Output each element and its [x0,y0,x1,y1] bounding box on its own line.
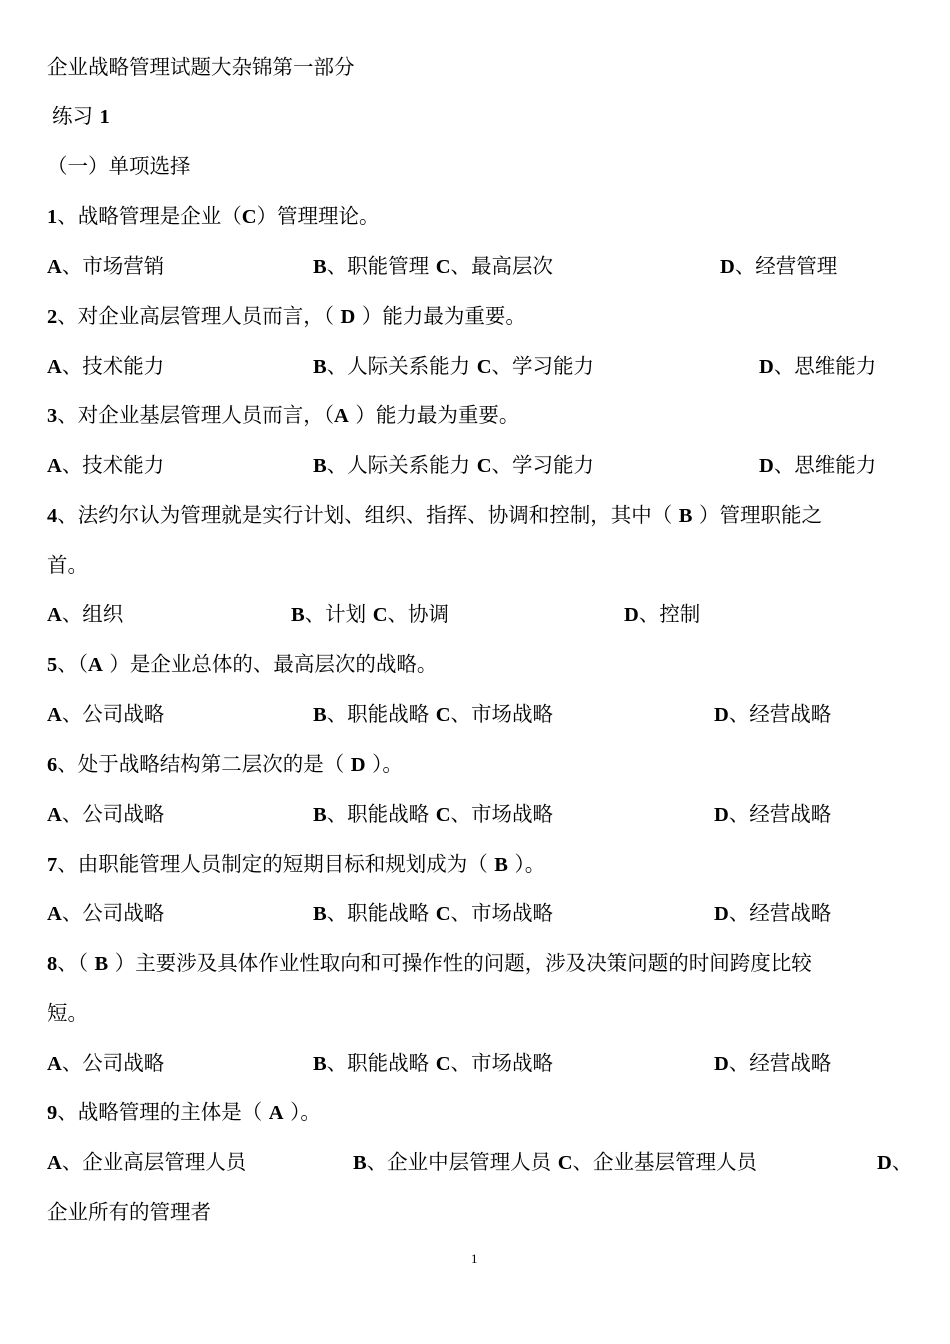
question-3-option-a: A、技术能力 [47,453,165,477]
question-6-option-bc: B、职能战略 C、市场战略 [313,802,554,826]
question-6-option-a: A、公司战略 [47,802,165,826]
answer-1: C [241,206,257,228]
question-4-option-d: D、控制 [624,602,701,626]
question-4-stem-cont: 首。 [47,553,88,577]
question-2-option-bc: B、人际关系能力 C、学习能力 [313,354,595,378]
question-4-option-bc: B、计划 C、协调 [291,602,450,626]
answer-4: B [678,505,693,527]
question-2-option-d: D、思维能力 [759,354,877,378]
question-3-stem: 3、对企业基层管理人员而言，（A ）能力最为重要。 [47,403,520,427]
answer-9: A [268,1102,284,1124]
exercise-heading: 练习 1 [52,104,110,128]
question-9-option-d: D、 [877,1150,913,1174]
question-7-option-bc: B、职能战略 C、市场战略 [313,901,554,925]
section-heading: （一）单项选择 [47,154,191,178]
question-8-stem: 8、（ B ）主要涉及具体作业性取向和可操作性的问题，涉及决策问题的时间跨度比较 [47,951,812,975]
question-8-option-bc: B、职能战略 C、市场战略 [313,1051,554,1075]
question-7-stem: 7、由职能管理人员制定的短期目标和规划成为（ B ）。 [47,852,546,876]
question-6-stem: 6、处于战略结构第二层次的是（ D ）。 [47,752,403,776]
answer-8: B [94,953,109,975]
question-1-option-a: A、市场营销 [47,254,165,278]
question-8-option-a: A、公司战略 [47,1051,165,1075]
question-9-option-d-cont: 企业所有的管理者 [47,1200,211,1224]
question-8-option-d: D、经营战略 [714,1051,832,1075]
question-1-option-bc: B、职能管理 C、最高层次 [313,254,554,278]
question-7-option-a: A、公司战略 [47,901,165,925]
page-number: 1 [471,1251,478,1266]
question-1-stem: 1、战略管理是企业（C）管理理论。 [47,204,380,228]
question-5-stem: 5、（A ）是企业总体的、最高层次的战略。 [47,652,438,676]
answer-7: B [494,854,508,876]
question-1-option-d: D、经营管理 [720,254,838,278]
question-5-option-a: A、公司战略 [47,702,165,726]
answer-6: D [350,754,366,776]
question-8-stem-cont: 短。 [47,1001,88,1025]
question-2-option-a: A、技术能力 [47,354,165,378]
answer-3: A [334,405,349,427]
question-2-stem: 2、对企业高层管理人员而言，（ D ）能力最为重要。 [47,304,526,328]
question-3-option-d: D、思维能力 [759,453,877,477]
answer-5: A [88,654,103,676]
question-9-option-a: A、企业高层管理人员 [47,1150,247,1174]
question-3-option-bc: B、人际关系能力 C、学习能力 [313,453,595,477]
question-7-option-d: D、经营战略 [714,901,832,925]
question-9-stem: 9、战略管理的主体是（ A ）。 [47,1100,321,1124]
question-6-option-d: D、经营战略 [714,802,832,826]
question-5-option-d: D、经营战略 [714,702,832,726]
question-4-option-a: A、组织 [47,602,124,626]
document-title: 企业战略管理试题大杂锦第一部分 [47,55,355,79]
question-5-option-bc: B、职能战略 C、市场战略 [313,702,554,726]
question-4-stem: 4、法约尔认为管理就是实行计划、组织、指挥、协调和控制，其中（ B ）管理职能之 [47,503,822,527]
answer-2: D [340,306,356,328]
question-9-option-bc: B、企业中层管理人员 C、企业基层管理人员 [353,1150,758,1174]
